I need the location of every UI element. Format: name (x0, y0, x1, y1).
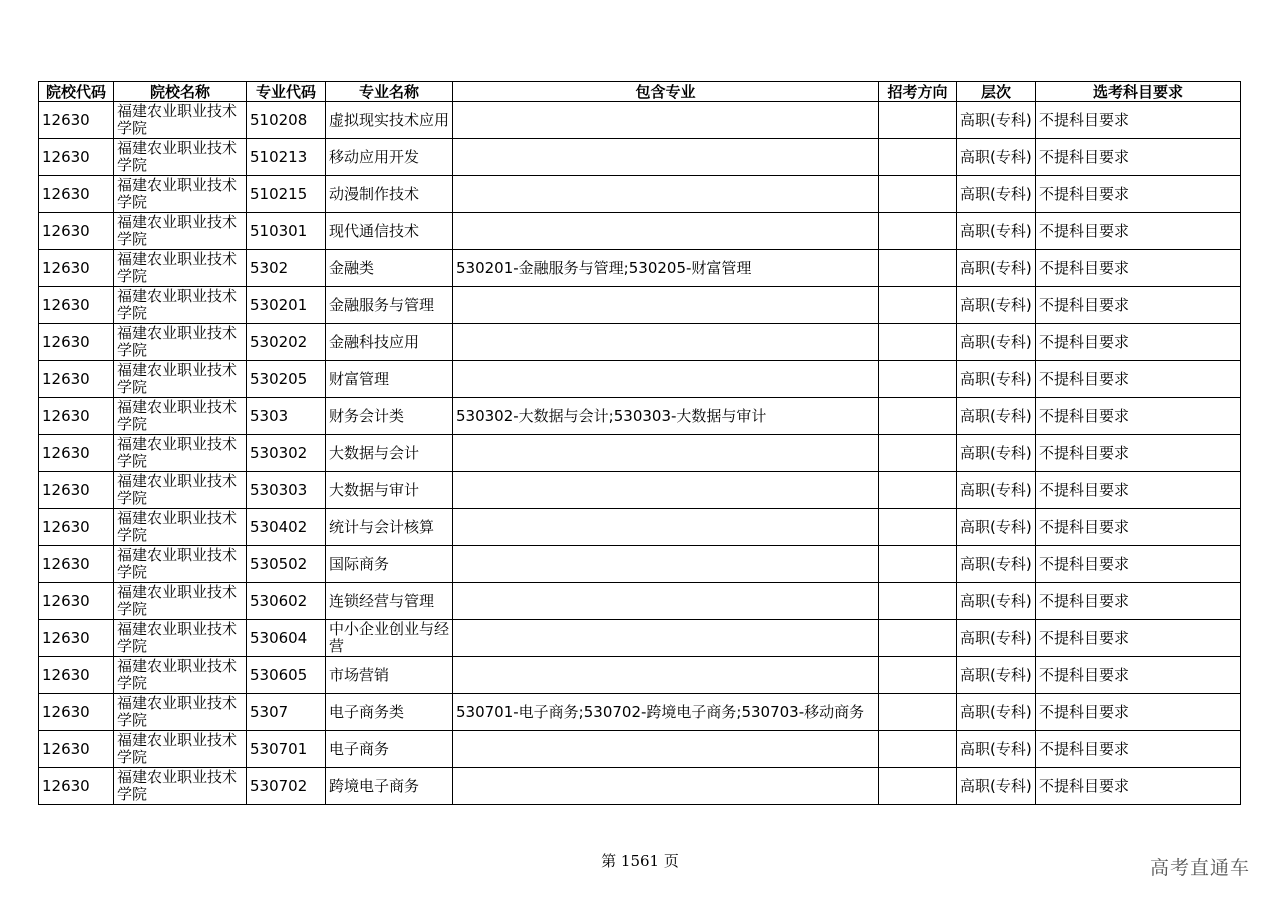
cell-school-name: 福建农业职业技术学院 (114, 361, 247, 398)
cell-direction (879, 398, 957, 435)
cell-includes (453, 546, 879, 583)
cell-includes (453, 657, 879, 694)
cell-direction (879, 250, 957, 287)
table-row (39, 768, 1241, 805)
cell-major-name: 财富管理 (326, 361, 453, 398)
table-row (39, 361, 1241, 398)
cell-requirement: 不提科目要求 (1036, 472, 1241, 509)
cell-direction (879, 583, 957, 620)
table-row (39, 620, 1241, 657)
cell-includes: 530302-大数据与会计;530303-大数据与审计 (453, 398, 879, 435)
cell-direction (879, 472, 957, 509)
page-number: 第 1561 页 (601, 852, 679, 870)
cell-requirement: 不提科目要求 (1036, 102, 1241, 139)
cell-school-name: 福建农业职业技术学院 (114, 546, 247, 583)
watermark: 高考直通车 (1149, 857, 1250, 879)
cell-school-name: 福建农业职业技术学院 (114, 250, 247, 287)
cell-major-code: 530702 (247, 768, 326, 805)
cell-requirement: 不提科目要求 (1036, 361, 1241, 398)
header-school-name: 院校名称 (114, 82, 247, 102)
cell-major-code: 530502 (247, 546, 326, 583)
cell-school-name: 福建农业职业技术学院 (114, 398, 247, 435)
cell-level: 高职(专科) (957, 324, 1036, 361)
cell-level: 高职(专科) (957, 139, 1036, 176)
cell-major-code: 510301 (247, 213, 326, 250)
cell-school-name: 福建农业职业技术学院 (114, 768, 247, 805)
cell-major-code: 530402 (247, 509, 326, 546)
table-row (39, 546, 1241, 583)
header-requirement: 选考科目要求 (1036, 82, 1241, 102)
cell-includes (453, 620, 879, 657)
header-major-code: 专业代码 (247, 82, 326, 102)
cell-includes (453, 213, 879, 250)
cell-school-code: 12630 (39, 509, 114, 546)
cell-school-code: 12630 (39, 361, 114, 398)
cell-level: 高职(专科) (957, 583, 1036, 620)
cell-major-code: 510215 (247, 176, 326, 213)
cell-school-code: 12630 (39, 472, 114, 509)
header-school-code: 院校代码 (39, 82, 114, 102)
cell-school-name: 福建农业职业技术学院 (114, 583, 247, 620)
cell-major-name: 金融科技应用 (326, 324, 453, 361)
cell-major-name: 跨境电子商务 (326, 768, 453, 805)
cell-school-code: 12630 (39, 657, 114, 694)
cell-direction (879, 731, 957, 768)
table-row (39, 250, 1241, 287)
cell-school-code: 12630 (39, 102, 114, 139)
cell-includes (453, 139, 879, 176)
cell-direction (879, 287, 957, 324)
cell-requirement: 不提科目要求 (1036, 287, 1241, 324)
cell-includes (453, 435, 879, 472)
table-row (39, 472, 1241, 509)
cell-direction (879, 620, 957, 657)
cell-school-name: 福建农业职业技术学院 (114, 435, 247, 472)
cell-level: 高职(专科) (957, 509, 1036, 546)
cell-includes (453, 768, 879, 805)
cell-level: 高职(专科) (957, 435, 1036, 472)
cell-major-code: 530604 (247, 620, 326, 657)
cell-level: 高职(专科) (957, 102, 1036, 139)
cell-requirement: 不提科目要求 (1036, 250, 1241, 287)
table-row (39, 657, 1241, 694)
cell-level: 高职(专科) (957, 546, 1036, 583)
cell-major-code: 5307 (247, 694, 326, 731)
cell-major-name: 财务会计类 (326, 398, 453, 435)
cell-direction (879, 509, 957, 546)
cell-school-code: 12630 (39, 287, 114, 324)
cell-school-code: 12630 (39, 435, 114, 472)
cell-major-code: 530201 (247, 287, 326, 324)
cell-level: 高职(专科) (957, 472, 1036, 509)
cell-includes (453, 583, 879, 620)
cell-major-code: 530701 (247, 731, 326, 768)
cell-requirement: 不提科目要求 (1036, 213, 1241, 250)
table-row (39, 213, 1241, 250)
cell-requirement: 不提科目要求 (1036, 694, 1241, 731)
cell-requirement: 不提科目要求 (1036, 583, 1241, 620)
table-row (39, 731, 1241, 768)
table-row (39, 102, 1241, 139)
cell-school-code: 12630 (39, 250, 114, 287)
cell-school-code: 12630 (39, 731, 114, 768)
cell-major-name: 大数据与审计 (326, 472, 453, 509)
cell-school-code: 12630 (39, 176, 114, 213)
cell-level: 高职(专科) (957, 361, 1036, 398)
cell-includes (453, 287, 879, 324)
cell-includes: 530701-电子商务;530702-跨境电子商务;530703-移动商务 (453, 694, 879, 731)
cell-major-name: 连锁经营与管理 (326, 583, 453, 620)
cell-school-code: 12630 (39, 398, 114, 435)
header-major-name: 专业名称 (326, 82, 453, 102)
cell-major-name: 中小企业创业与经营 (326, 620, 453, 657)
cell-school-name: 福建农业职业技术学院 (114, 657, 247, 694)
cell-school-code: 12630 (39, 213, 114, 250)
header-row (39, 82, 1241, 102)
cell-includes (453, 509, 879, 546)
cell-school-name: 福建农业职业技术学院 (114, 102, 247, 139)
cell-school-name: 福建农业职业技术学院 (114, 731, 247, 768)
cell-level: 高职(专科) (957, 694, 1036, 731)
cell-major-name: 虚拟现实技术应用 (326, 102, 453, 139)
cell-school-code: 12630 (39, 694, 114, 731)
table-row (39, 324, 1241, 361)
table-row (39, 139, 1241, 176)
cell-major-name: 大数据与会计 (326, 435, 453, 472)
cell-requirement: 不提科目要求 (1036, 324, 1241, 361)
cell-requirement: 不提科目要求 (1036, 435, 1241, 472)
cell-major-code: 530303 (247, 472, 326, 509)
cell-level: 高职(专科) (957, 398, 1036, 435)
cell-requirement: 不提科目要求 (1036, 768, 1241, 805)
cell-major-code: 530202 (247, 324, 326, 361)
table-row (39, 287, 1241, 324)
cell-includes (453, 324, 879, 361)
cell-major-name: 金融类 (326, 250, 453, 287)
cell-school-code: 12630 (39, 620, 114, 657)
cell-major-code: 5303 (247, 398, 326, 435)
cell-includes (453, 102, 879, 139)
cell-direction (879, 435, 957, 472)
cell-direction (879, 768, 957, 805)
header-includes: 包含专业 (453, 82, 879, 102)
cell-includes (453, 472, 879, 509)
cell-requirement: 不提科目要求 (1036, 509, 1241, 546)
table-row (39, 509, 1241, 546)
cell-level: 高职(专科) (957, 213, 1036, 250)
admissions-table (38, 81, 1241, 805)
cell-direction (879, 361, 957, 398)
cell-major-code: 510213 (247, 139, 326, 176)
cell-school-code: 12630 (39, 324, 114, 361)
cell-includes: 530201-金融服务与管理;530205-财富管理 (453, 250, 879, 287)
cell-direction (879, 176, 957, 213)
cell-school-name: 福建农业职业技术学院 (114, 472, 247, 509)
cell-major-code: 530302 (247, 435, 326, 472)
cell-major-code: 5302 (247, 250, 326, 287)
cell-school-name: 福建农业职业技术学院 (114, 139, 247, 176)
table-row (39, 435, 1241, 472)
cell-requirement: 不提科目要求 (1036, 176, 1241, 213)
cell-major-name: 金融服务与管理 (326, 287, 453, 324)
cell-major-code: 530605 (247, 657, 326, 694)
cell-major-name: 电子商务 (326, 731, 453, 768)
cell-requirement: 不提科目要求 (1036, 546, 1241, 583)
cell-direction (879, 694, 957, 731)
cell-requirement: 不提科目要求 (1036, 620, 1241, 657)
cell-major-name: 电子商务类 (326, 694, 453, 731)
cell-major-code: 530602 (247, 583, 326, 620)
cell-direction (879, 213, 957, 250)
cell-includes (453, 176, 879, 213)
cell-includes (453, 731, 879, 768)
table-row (39, 176, 1241, 213)
cell-school-code: 12630 (39, 546, 114, 583)
cell-major-name: 市场营销 (326, 657, 453, 694)
cell-school-name: 福建农业职业技术学院 (114, 694, 247, 731)
cell-major-name: 国际商务 (326, 546, 453, 583)
cell-school-name: 福建农业职业技术学院 (114, 324, 247, 361)
table-row (39, 398, 1241, 435)
cell-school-name: 福建农业职业技术学院 (114, 509, 247, 546)
table-row (39, 694, 1241, 731)
cell-major-name: 现代通信技术 (326, 213, 453, 250)
cell-requirement: 不提科目要求 (1036, 731, 1241, 768)
cell-school-code: 12630 (39, 583, 114, 620)
cell-major-code: 510208 (247, 102, 326, 139)
cell-level: 高职(专科) (957, 176, 1036, 213)
cell-school-code: 12630 (39, 139, 114, 176)
header-level: 层次 (957, 82, 1036, 102)
cell-requirement: 不提科目要求 (1036, 139, 1241, 176)
cell-school-code: 12630 (39, 768, 114, 805)
cell-level: 高职(专科) (957, 768, 1036, 805)
table-row (39, 583, 1241, 620)
cell-requirement: 不提科目要求 (1036, 657, 1241, 694)
cell-level: 高职(专科) (957, 250, 1036, 287)
header-direction: 招考方向 (879, 82, 957, 102)
cell-school-name: 福建农业职业技术学院 (114, 213, 247, 250)
cell-major-name: 统计与会计核算 (326, 509, 453, 546)
cell-major-code: 530205 (247, 361, 326, 398)
cell-major-name: 动漫制作技术 (326, 176, 453, 213)
cell-school-name: 福建农业职业技术学院 (114, 620, 247, 657)
cell-direction (879, 546, 957, 583)
cell-major-name: 移动应用开发 (326, 139, 453, 176)
cell-direction (879, 657, 957, 694)
cell-level: 高职(专科) (957, 731, 1036, 768)
cell-school-name: 福建农业职业技术学院 (114, 176, 247, 213)
cell-level: 高职(专科) (957, 620, 1036, 657)
cell-level: 高职(专科) (957, 657, 1036, 694)
cell-direction (879, 139, 957, 176)
cell-direction (879, 324, 957, 361)
cell-direction (879, 102, 957, 139)
cell-requirement: 不提科目要求 (1036, 398, 1241, 435)
cell-school-name: 福建农业职业技术学院 (114, 287, 247, 324)
cell-includes (453, 361, 879, 398)
cell-level: 高职(专科) (957, 287, 1036, 324)
